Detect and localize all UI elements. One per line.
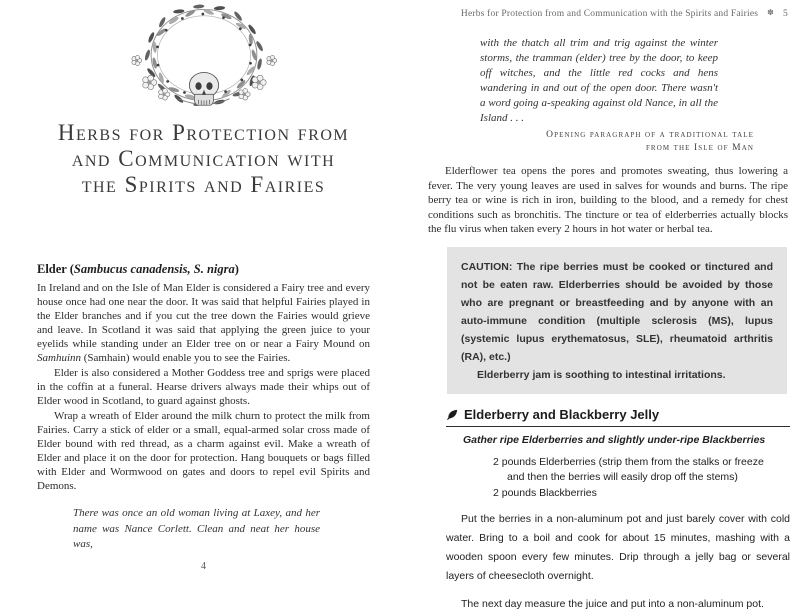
chapter-title	[37, 120, 370, 198]
quote-attribution	[428, 129, 754, 155]
flower-ornament-icon: ✽	[767, 8, 774, 17]
paragraph-elder-fairy-tree	[37, 281, 370, 365]
attribution-line-2: from the Isle of Man	[428, 142, 754, 155]
recipe-title-text: Elderberry and Blackberry Jelly	[464, 407, 659, 422]
caution-text: The ripe berries must be cooked or tinctured and not be eaten raw. Elderberries should be avoided by those who are pregnant or breastfeeding and by anyone with an auto-immune condition (multiple sclerosis (MS), lupus (systemic lupus erythematosus, SLE), rheumatoid arthritis (RA), etc.)	[461, 261, 773, 363]
italic-term: Samhuinn	[37, 352, 81, 364]
attribution-line-1: Opening paragraph of a traditional tale	[428, 129, 754, 142]
paragraph-mother-goddess: Elder is also considered a Mother Goddess tree and sprigs were placed in the coffin at a funeral. Hearse drivers always made their whips out of Elder wood in Scotland, to guard against ghosts.	[37, 366, 370, 408]
caution-box	[447, 247, 787, 394]
running-header	[428, 9, 788, 19]
page-left	[37, 0, 370, 600]
recipe-section	[446, 407, 790, 614]
plant-name: Elder (	[37, 262, 74, 276]
paragraph-elderflower-tea: Elderflower tea opens the pores and promotes sweating, thus lowering a fever. The very young leaves are used in salves for wounds and burns. The ripe berry tea or wine is rich in iron, building to the blood, and a remedy for chest conditions such as bronchitis. The tincture or tea of elderberries actually blocks the flu virus when taken every 2 hours in hot water or herbal tea.	[428, 164, 788, 237]
caution-label: CAUTION:	[461, 261, 512, 273]
page-number-left: 4	[37, 561, 370, 572]
caution-note: Elderberry jam is soothing to intestinal irritations.	[461, 366, 773, 384]
ingredient-line: 2 pounds Blackberries	[493, 486, 790, 502]
wreath-skull-illustration	[37, 4, 370, 118]
chapter-title-line-3: the Spirits and Fairies	[37, 172, 370, 198]
paragraph-wreath-charms: Wrap a wreath of Elder around the milk churn to protect the milk from Fairies. Carry a stick of elder or a small, equal-armed solar cross made of Elder bound with red thread, as a charm against evil. Make a wreath of Elder and place it on the door for protection. Hang bouquets or bags filled with Elder and Wormwood on gates and doors to repel evil Spirits and Demons.	[37, 409, 370, 493]
page-right	[428, 0, 788, 600]
plant-heading	[37, 262, 370, 277]
leaf-icon	[446, 408, 459, 421]
paragraph-text: (Samhain) would enable you to see the Fairies.	[81, 352, 290, 364]
tale-quote-continuation: with the thatch all trim and trig against the winter storms, the tramman (elder) tree by the door, to keep off witches, and the little red cocks and hens wandering in and out of the open door. There wasn't a word going a-speaking against old Nance, in all the Island . . .	[480, 36, 718, 126]
recipe-subtitle: Gather ripe Elderberries and slightly under-ripe Blackberries	[463, 434, 790, 446]
chapter-title-line-1: Herbs for Protection from	[37, 120, 370, 146]
paragraph-text: In Ireland and on the Isle of Man Elder is considered a Fairy tree and every house once had one near the door. It was said that helpful Fairies played in the Elder branches and if you cut the tree down the Fairies would grieve and leave. In Scotland it was said that applying the green juice to your eyelids while standing under an Elder tree on or near a Fairy Mound on	[37, 282, 370, 350]
running-header-title: Herbs for Protection from and Communication with the Spirits and Fairies	[461, 9, 758, 19]
ingredient-line-continuation: and then the berries will easily drop off the stems)	[507, 470, 790, 486]
tale-quote-start: There was once an old woman living at Laxey, and her name was Nance Corlett. Clean and neat her house was,	[73, 506, 320, 553]
plant-latin-name: Sambucus canadensis, S. nigra	[74, 262, 235, 276]
recipe-step-2: The next day measure the juice and put into a non-aluminum pot.	[446, 595, 790, 614]
ingredient-list	[493, 455, 790, 502]
caution-paragraph	[461, 258, 773, 366]
page-number-right: 5	[783, 9, 788, 19]
plant-heading-close: )	[235, 262, 239, 276]
recipe-step-1: Put the berries in a non-aluminum pot and just barely cover with cold water. Bring to a boil and cook for about 15 minutes, mashing with a wooden spoon every few minutes. Drip through a jelly bag or several layers of cheesecloth overnight.	[446, 510, 790, 586]
wreath-skull-icon	[109, 4, 299, 118]
ingredient-line: 2 pounds Elderberries (strip them from the stalks or freeze	[493, 455, 790, 471]
chapter-title-line-2: and Communication with	[37, 146, 370, 172]
recipe-heading	[446, 407, 790, 427]
